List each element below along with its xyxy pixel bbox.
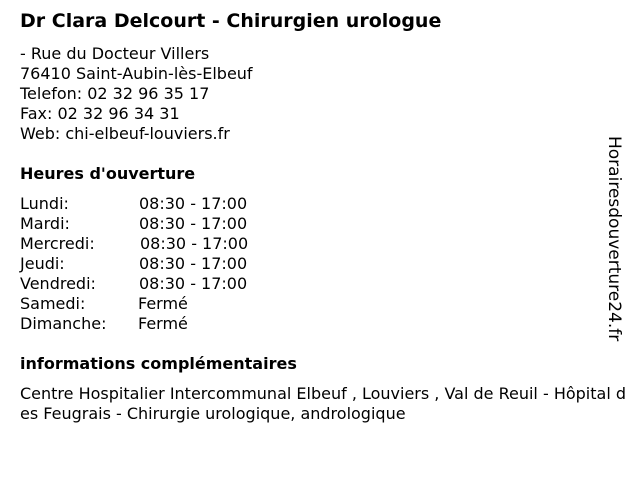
opening-hours-list bbox=[20, 194, 300, 334]
day-hours: 08:30 - 17:00 bbox=[139, 254, 248, 273]
day-label: Mardi: bbox=[20, 214, 70, 233]
phone-number[interactable]: Telefon: 02 32 96 35 17 bbox=[20, 84, 210, 103]
day-label: Dimanche: bbox=[20, 314, 107, 333]
hours-row-sunday bbox=[20, 314, 300, 334]
contact-block bbox=[20, 44, 253, 144]
day-hours: 08:30 - 17:00 bbox=[139, 214, 248, 233]
hours-row-friday bbox=[20, 274, 300, 294]
fax-number: Fax: 02 32 96 34 31 bbox=[20, 104, 180, 123]
hours-row-wednesday bbox=[20, 234, 300, 254]
hours-row-tuesday bbox=[20, 214, 300, 234]
business-title: Dr Clara Delcourt - Chirurgien urologue bbox=[20, 10, 442, 32]
day-label: Mercredi: bbox=[20, 234, 95, 253]
info-heading: informations complémentaires bbox=[20, 354, 297, 373]
day-hours: Fermé bbox=[138, 314, 188, 333]
day-label: Samedi: bbox=[20, 294, 86, 313]
hours-row-thursday bbox=[20, 254, 300, 274]
day-label: Vendredi: bbox=[20, 274, 96, 293]
hours-row-saturday bbox=[20, 294, 300, 314]
website[interactable]: Web: chi-elbeuf-louviers.fr bbox=[20, 124, 230, 143]
day-label: Lundi: bbox=[20, 194, 69, 213]
day-label: Jeudi: bbox=[20, 254, 65, 273]
day-hours: Fermé bbox=[138, 294, 188, 313]
day-hours: 08:30 - 17:00 bbox=[139, 194, 248, 213]
hours-row-monday bbox=[20, 194, 300, 214]
site-watermark: Horairesdouverture24.fr bbox=[604, 136, 624, 342]
day-hours: 08:30 - 17:00 bbox=[140, 234, 249, 253]
hours-heading: Heures d'ouverture bbox=[20, 164, 196, 183]
street-address: - Rue du Docteur Villers bbox=[20, 44, 210, 63]
day-hours: 08:30 - 17:00 bbox=[139, 274, 248, 293]
info-description: Centre Hospitalier Intercommunal Elbeuf , Louviers , Val de Reuil - Hôpital des Feugrais - Chirurgie urologique, andrologique bbox=[20, 384, 627, 423]
city-address: 76410 Saint-Aubin-lès-Elbeuf bbox=[20, 64, 253, 83]
